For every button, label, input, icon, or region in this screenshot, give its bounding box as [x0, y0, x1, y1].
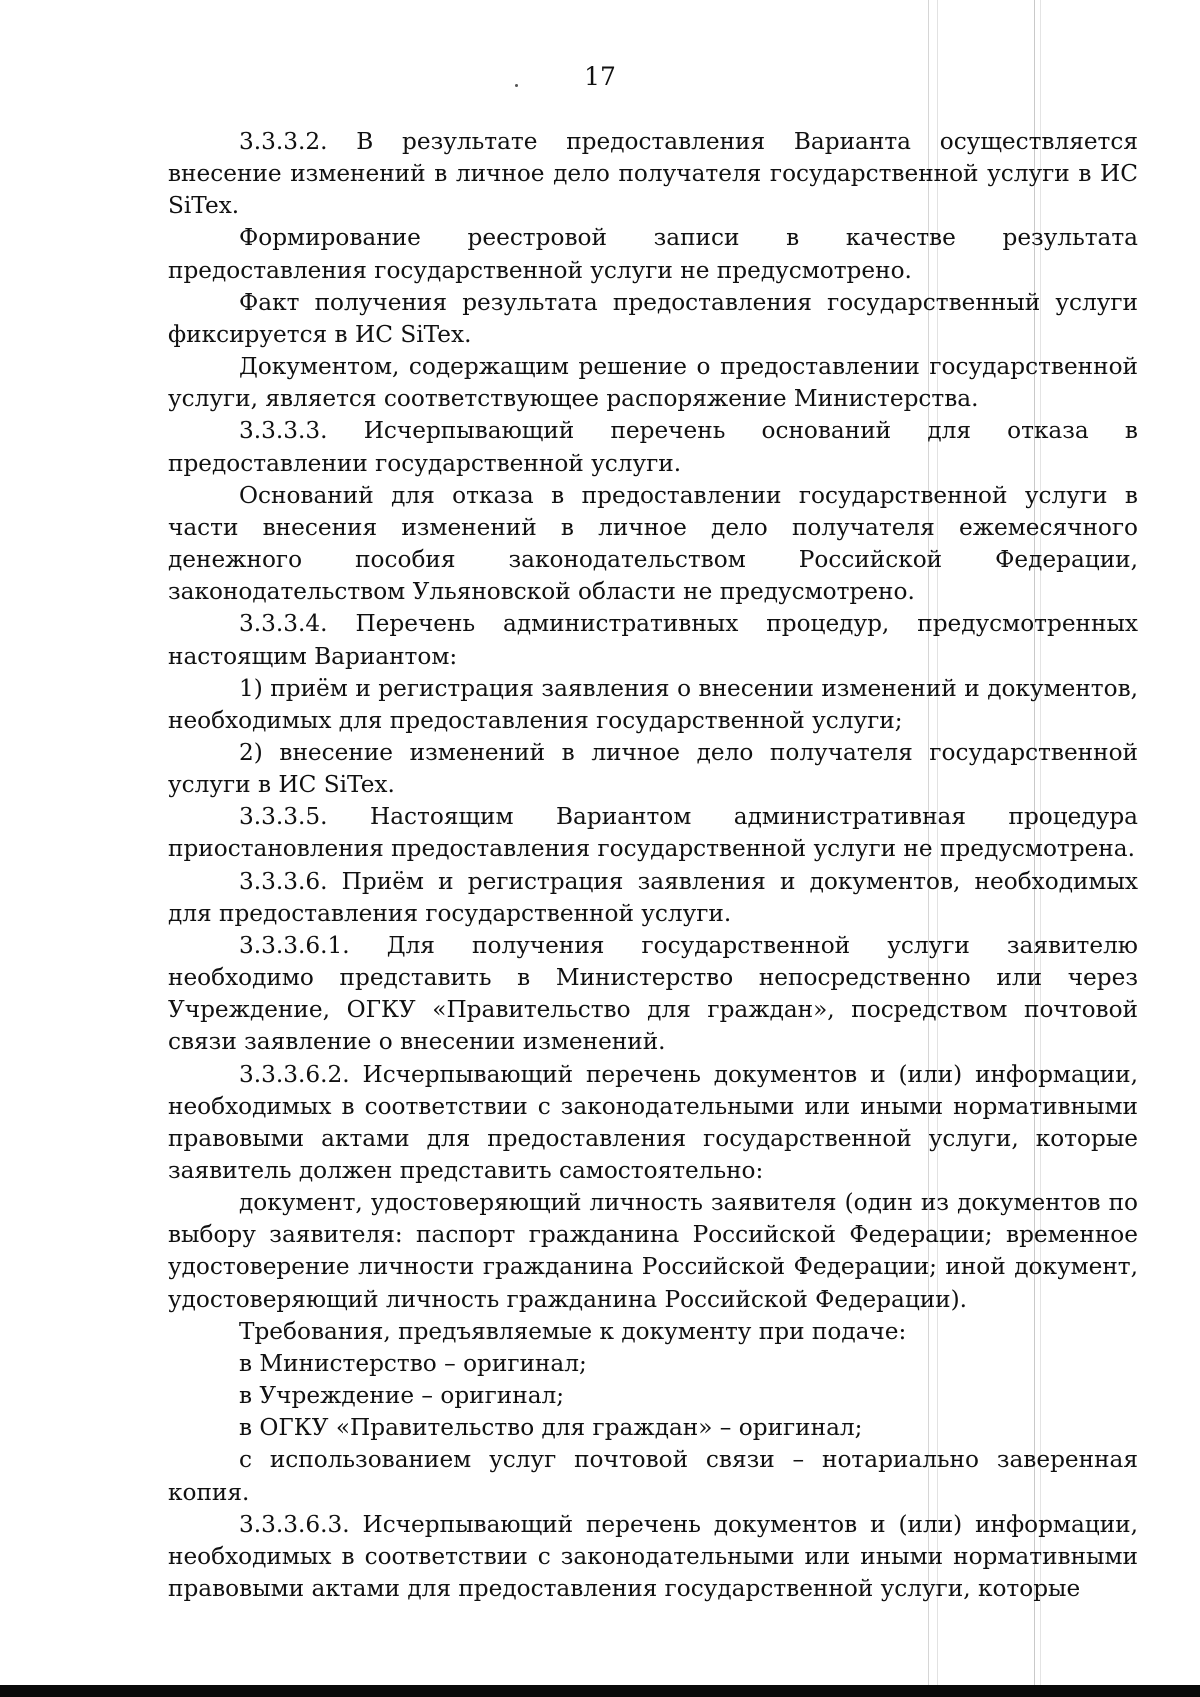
list-item: 2) внесение изменений в личное дело получателя государственной услуги в ИС SiTex. — [168, 738, 1138, 799]
document-body — [168, 126, 1138, 1605]
paragraph: 3.3.3.6.2. Исчерпывающий перечень документов и (или) информации, необходимых в соответствии с законодательными или иными нормативными правовыми актами для предоставления государственной услуги, которые заявитель должен представить самостоятельно: — [168, 1060, 1138, 1184]
paragraph: документ, удостоверяющий личность заявителя (один из документов по выбору заявителя: паспорт гражданина Российской Федерации; временное удостоверение личности гражданина Российской Федерации; иной документ, удостоверяющий личность гражданина Российской Федерации). — [168, 1189, 1138, 1313]
paragraph: Требования, предъявляемые к документу при подаче: — [239, 1317, 907, 1345]
list-item: 1) приём и регистрация заявления о внесении изменений и документов, необходимых для предоставления государственной услуги; — [168, 674, 1138, 734]
paragraph: 3.3.3.5. Настоящим Вариантом административная процедура приостановления предоставления государственной услуги не предусмотрена. — [168, 803, 1138, 863]
list-item: в Министерство – оригинал; — [239, 1349, 587, 1377]
scan-speck — [515, 84, 518, 87]
page-number: 17 — [584, 62, 616, 91]
paragraph: Документом, содержащим решение о предоставлении государственной услуги, является соответствующее распоряжение Министерства. — [168, 353, 1138, 413]
list-item: в Учреждение – оригинал; — [239, 1382, 565, 1410]
list-item: в ОГКУ «Правительство для граждан» – оригинал; — [239, 1414, 863, 1442]
list-item: с использованием услуг почтовой связи – нотариально заверенная копия. — [168, 1446, 1138, 1506]
paragraph: 3.3.3.6.1. Для получения государственной услуги заявителю необходимо представить в Министерство непосредственно или через Учреждение, ОГКУ «Правительство для граждан», посредством почтовой связи заявление о внесении изменений. — [168, 931, 1138, 1056]
paragraph: 3.3.3.3. Исчерпывающий перечень оснований для отказа в предоставлении государственной услуги. — [168, 417, 1138, 477]
paragraph: Формирование реестровой записи в качестве результата предоставления государственной услуги не предусмотрено. — [168, 224, 1138, 284]
paragraph: 3.3.3.2. В результате предоставления Варианта осуществляется внесение изменений в личное дело получателя государственной услуги в ИС SiTex. — [168, 128, 1138, 220]
paragraph: 3.3.3.4. Перечень административных процедур, предусмотренных настоящим Вариантом: — [168, 610, 1138, 670]
paragraph: 3.3.3.6. Приём и регистрация заявления и документов, необходимых для предоставления государственной услуги. — [168, 867, 1138, 927]
paragraph: 3.3.3.6.3. Исчерпывающий перечень документов и (или) информации, необходимых в соответствии с законодательными или иными нормативными правовыми актами для предоставления государственной услуги, которые — [168, 1510, 1138, 1603]
paragraph: Оснований для отказа в предоставлении государственной услуги в части внесения изменений в личное дело получателя ежемесячного денежного пособия законодательством Российской Федерации, законодательством Ульяновской области не предусмотрено. — [168, 481, 1138, 606]
scan-bottom-edge — [0, 1685, 1200, 1697]
paragraph: Факт получения результата предоставления государственный услуги фиксируется в ИС SiTex. — [168, 288, 1138, 348]
